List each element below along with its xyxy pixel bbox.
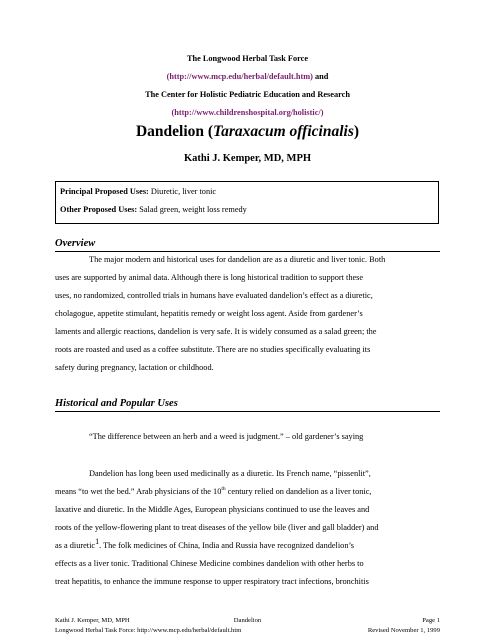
principal-uses-line [60, 187, 216, 197]
title-common-name: Dandelion ( [135, 123, 214, 140]
footer-topic: Dandelion [233, 617, 262, 624]
principal-uses-label: Principal Proposed Uses: [60, 187, 149, 196]
history-text: as a diuretic [55, 541, 96, 550]
history-text: century relied on dandelion as a liver tonic, [225, 487, 372, 496]
history-rule [55, 411, 440, 412]
history-line: treat hepatitis, to enhance the immune response to upper respiratory tract infections, bronchitis [55, 577, 369, 586]
org-line-1: The Longwood Herbal Task Force [186, 54, 309, 63]
overview-line: uses, no randomized, controlled trials in humans have evaluated dandelion’s effect as a diuretic, [55, 291, 373, 300]
and-text: and [312, 72, 329, 81]
gardener-quote: “The difference between an herb and a weed is judgment.” – old gardener’s saying [89, 432, 364, 441]
overview-line: cholagogue, appetite stimulant, hepatitis remedy or weight loss agent. Aside from gardener’s [55, 309, 363, 318]
principal-uses-value: Diuretic, liver tonic [148, 187, 217, 196]
footer-author: Kathi J. Kemper, MD, MPH [55, 617, 130, 624]
overview-line: roots are roasted and used as a coffee substitute. There are no studies specifically evaluating its [55, 345, 371, 354]
footer-source: Longwood Herbal Task Force: http://www.mcp.edu/herbal/default.htm [55, 627, 242, 634]
other-uses-value: Salad green, weight loss remedy [137, 205, 247, 214]
overview-line: The major modern and historical uses for dandelion are as a diuretic and liver tonic. Both [89, 255, 386, 264]
overview-line: laments and allergic reactions, dandelion is very safe. It is widely consumed as a salad green; the [55, 327, 377, 336]
org-line-2: The Center for Holistic Pediatric Education and Research [145, 90, 350, 99]
superscript-th: th [221, 486, 226, 493]
author-name: Kathi J. Kemper, MD, MPH [183, 153, 312, 164]
history-text: means “to wet the bed.” Arab physicians of the 10 [55, 487, 222, 496]
other-uses-line [60, 205, 247, 215]
footer-page-number: Page 1 [422, 617, 440, 624]
childrens-hospital-url-link[interactable]: (http://www.childrenshospital.org/holistic/) [171, 108, 324, 117]
history-line [55, 487, 371, 497]
history-heading: Historical and Popular Uses [55, 398, 178, 409]
history-line: Dandelion has long been used medicinally as a diuretic. Its French name, “pissenlit”, [89, 469, 371, 478]
title-close-paren: ) [353, 123, 360, 140]
history-line: effects as a liver tonic. Traditional Chinese Medicine combines dandelion with other herbs to [55, 559, 364, 568]
footnote-ref-1[interactable]: 1 [95, 537, 100, 547]
page-title [0, 123, 495, 141]
overview-rule [55, 251, 440, 252]
url-line-2 [0, 108, 495, 118]
history-line [55, 537, 354, 551]
longwood-url-link[interactable]: (http://www.mcp.edu/herbal/default.htm) [166, 72, 313, 81]
overview-line: safety during pregnancy, lactation or childhood. [55, 363, 214, 372]
footer-revised-date: Revised November 1, 1999 [367, 627, 440, 634]
overview-line: uses are supported by animal data. Although there is long historical tradition to support these [55, 273, 364, 282]
title-latin-name: Taraxacum officinalis [213, 123, 354, 140]
url-line-1 [0, 72, 495, 82]
other-uses-label: Other Proposed Uses: [60, 205, 138, 214]
proposed-uses-box [55, 181, 439, 224]
history-line: roots of the yellow-flowering plant to treat diseases of the yellow bile (liver and gall bladder) and [55, 523, 379, 532]
history-line: laxative and diuretic. In the Middle Ages, European physicians continued to use the leaves and [55, 505, 370, 514]
history-text: . The folk medicines of China, India and Russia have recognized dandelion’s [99, 541, 354, 550]
overview-heading: Overview [55, 238, 96, 249]
